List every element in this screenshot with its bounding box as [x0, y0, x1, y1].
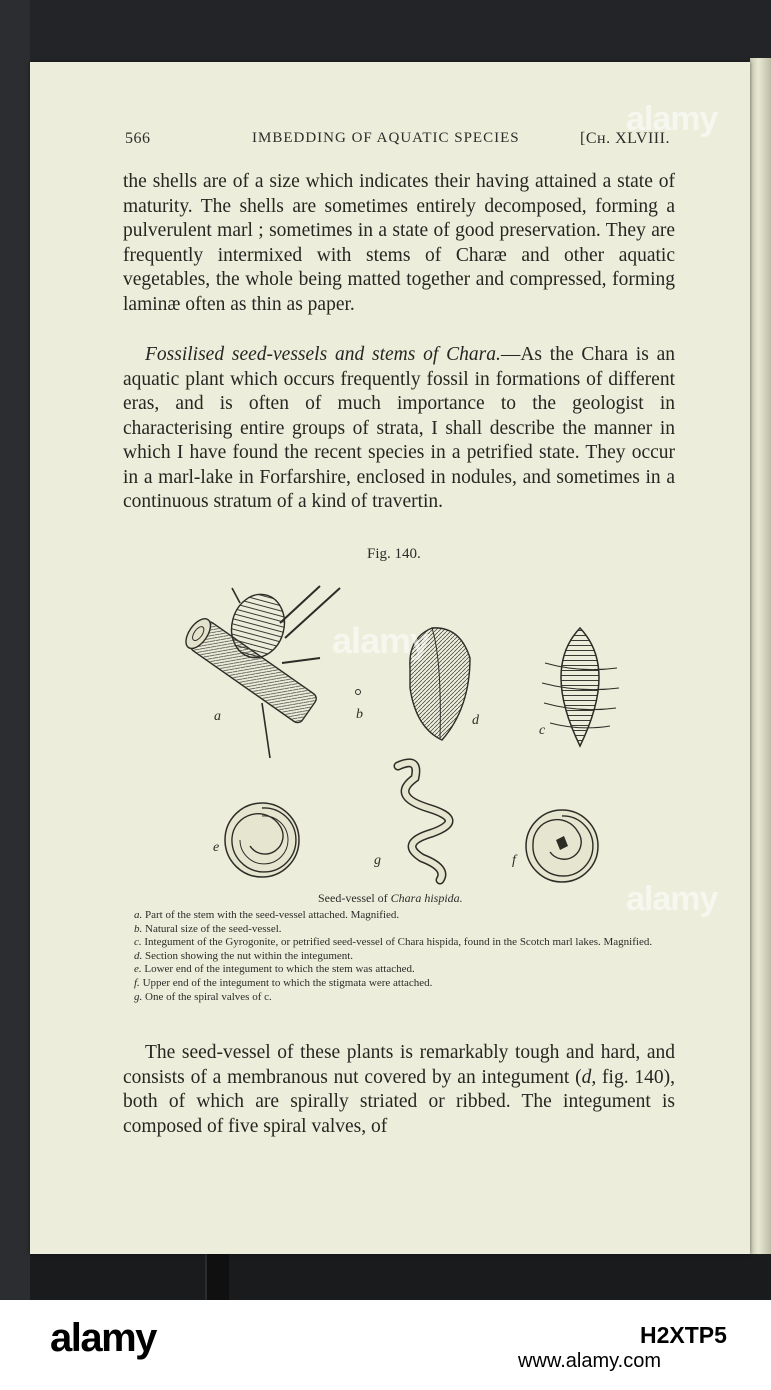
image-id: H2XTP5 — [640, 1322, 727, 1348]
integument-drawing — [542, 628, 619, 746]
stem-with-seed-vessel-drawing — [181, 586, 340, 758]
legend-item: f. Upper end of the integument to which the stigmata were attached. — [134, 976, 433, 989]
legend-item: g. One of the spiral valves of c. — [134, 990, 272, 1003]
chapter-label: [Cʜ. XLVIII. — [580, 130, 670, 147]
spiral-valve-drawing — [398, 763, 449, 880]
figure-letter-d: d — [472, 713, 479, 728]
figure-legend — [134, 909, 679, 1004]
upper-end-drawing — [526, 810, 598, 882]
figure-letter-g: g — [374, 853, 381, 868]
alamy-logo: alamy — [50, 1316, 156, 1360]
watermark: alamy — [626, 100, 718, 138]
site-url: www.alamy.com — [518, 1350, 661, 1372]
caption-prefix: Seed-vessel of — [318, 891, 391, 905]
figure-caption — [318, 891, 463, 906]
paragraph-3: The seed-vessel of these plants is remarkably tough and hard, and consists of a membranous nut covered by an integument (d, fig. 140), both of which are spirally striated or ribbed. The integument is composed of five spiral valves, of — [123, 1042, 676, 1137]
page-number: 566 — [125, 130, 151, 147]
legend-item: b. Natural size of the seed-vessel. — [134, 922, 282, 935]
lower-end-drawing — [225, 803, 299, 877]
natural-size-seed-dot — [356, 690, 361, 695]
running-title: IMBEDDING OF AQUATIC SPECIES — [252, 130, 520, 146]
page-edge — [750, 58, 771, 1258]
watermark: alamy — [332, 620, 430, 661]
figure-letter-c: c — [539, 723, 546, 738]
bottom-shadow-band — [30, 1254, 771, 1300]
paragraph-2 — [123, 343, 675, 515]
legend-item: a. Part of the stem with the seed-vessel attached. Magnified. — [134, 909, 400, 921]
figure-label: Fig. 140. — [367, 546, 421, 562]
paragraph-2-heading: Fossilised seed-vessels and stems of Chara. — [145, 344, 501, 365]
left-page-shadow — [0, 0, 30, 1300]
figure-letter-f: f — [512, 853, 516, 868]
bookmark-ribbon — [205, 1254, 229, 1300]
legend-item: c. Integument of the Gyrogonite, or petrified seed-vessel of Chara hispida, found in the Scotch marl lakes. Magnified. — [134, 936, 653, 949]
figure-letter-e: e — [213, 840, 220, 855]
figure-140-illustration — [170, 568, 630, 893]
watermark: alamy — [626, 880, 718, 918]
legend-item: e. Lower end of the integument to which the stem was attached. — [134, 963, 415, 976]
figure-letter-a: a — [214, 709, 221, 724]
figure-letter-b: b — [356, 707, 363, 722]
paragraph-2-text: —As the Chara is an aquatic plant which occurs frequently fossil in formations of different eras, and is often of much importance to the geologist in characterising entire groups of strata, I shall describe the manner in which I have found the recent species in a petrified state. They occur in a marl-lake in Forfarshire, enclosed in nodules, and sometimes in a continuous stratum of a kind of travertin. — [123, 344, 675, 512]
caption-species: Chara hispida. — [390, 891, 463, 905]
legend-item: d. Section showing the nut within the integument. — [134, 949, 354, 962]
paragraph-1: the shells are of a size which indicates their having attained a state of maturity. The shells are sometimes entirely decomposed, forming a pulverulent marl ; sometimes in a state of good preservation. They are frequently intermixed with stems of Charæ and other aquatic vegetables, the whole being matted together and compressed, forming laminæ often as thin as paper. — [123, 171, 675, 315]
